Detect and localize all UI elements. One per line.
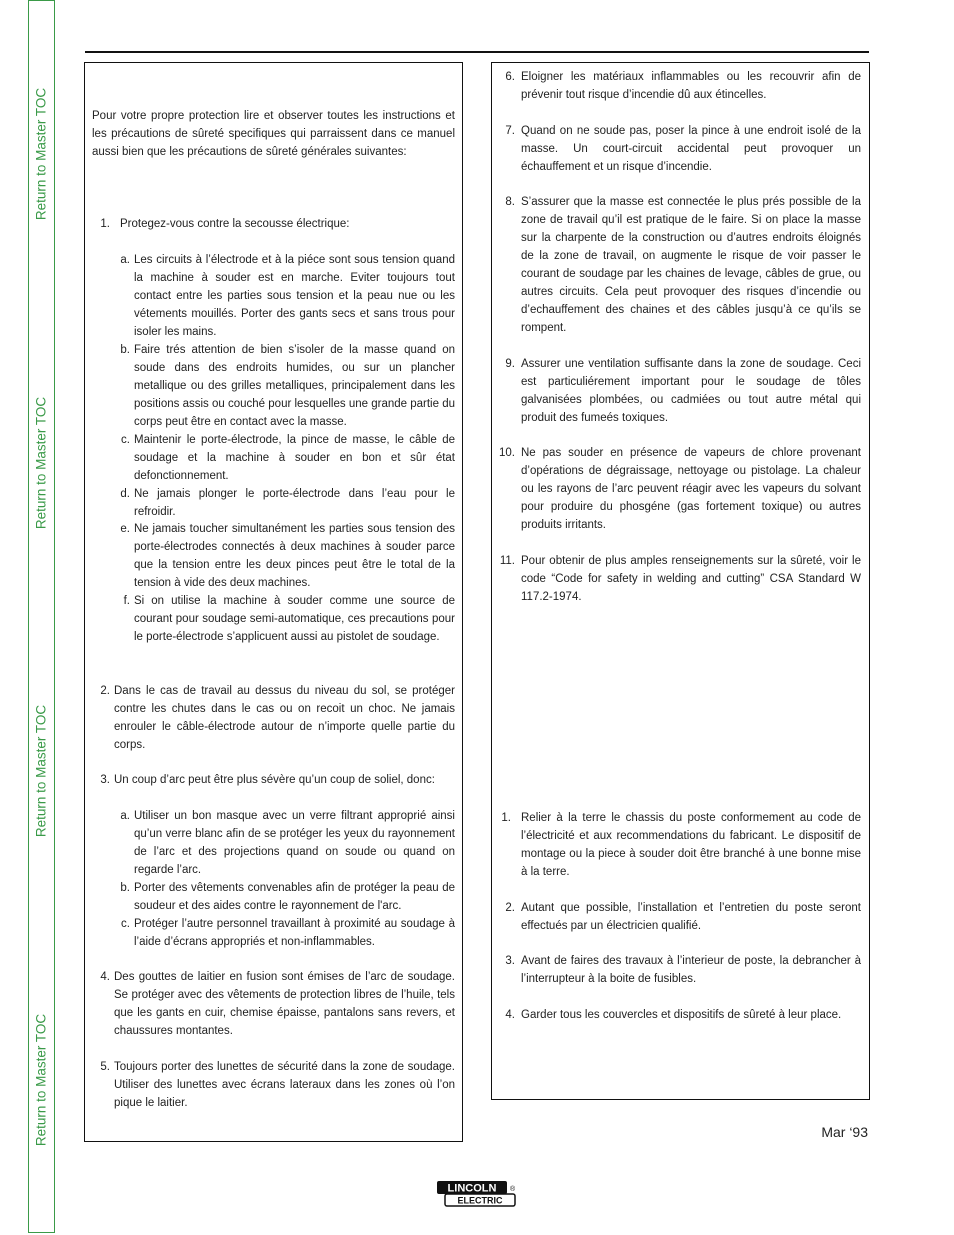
sub-item-label: d. [120,488,130,500]
item-number: 3. [100,774,110,786]
item-number: 4. [100,971,110,983]
sub-item-text: Maintenir le porte-électrode, la pince de masse, le câble de soudage et la machine à souder en bon et sûr état defonctionnement. [134,434,455,482]
item-number: 1. [501,812,511,824]
item-text: Toujours porter des lunettes de sécurité dans la zone de soudage. Utiliser des lunettes avec écrans lateraux dans les zones où l’on pique le laitier. [114,1061,455,1109]
item-number: 1. [100,218,110,230]
sub-item-text: Protéger l’autre personnel travaillant à proximité au soudage à l’aide d’écrans appropriés et non-inflammables. [134,918,455,948]
sub-item-label: f. [123,595,130,607]
return-to-master-toc-link[interactable]: Return to Master TOC [33,396,49,530]
return-to-master-toc-link[interactable]: Return to Master TOC [33,87,49,221]
item-number: 8. [505,196,515,208]
item-text: Garder tous les couvercles et dispositifs de sûreté à leur place. [521,1009,842,1021]
revision-date: Mar ‘93 [821,1124,868,1140]
item-text: Ne pas souder en présence de vapeurs de chlore provenant d’opérations de dégraissage, nettoyage ou pistolage. La chaleur ou les rayons de l’arc peuvent réagir avec les vapeurs du solvant pour produire du phosgéne (gas fortement toxique) ou autres produits irritants. [521,447,861,531]
item-number: 9. [505,358,515,370]
intro-paragraph: Pour votre propre protection lire et observer toutes les instructions et les précautions de sûreté specifiques qui parraissent dans ce manuel aussi bien que les précautions de sûreté générales suivantes: [92,110,455,158]
sub-item-text: Faire trés attention de bien s’isoler de la masse quand on soude dans des endroits humides, ou sur un plancher metallique ou des grilles metalliques, principalement dans les positions assis ou couché pour lesquelles une grande partie du corps peut être en contact avec la masse. [134,344,455,428]
item-text: Assurer une ventilation suffisante dans la zone de soudage. Ceci est particuliérement important pour le soudage de tôles galvanisées plombées, ou cadmiées ou tout autre métal qui produit des fumeés toxiques. [521,358,861,424]
item-number: 7. [505,125,515,137]
svg-text:®: ® [510,1186,516,1193]
item-number: 11. [499,555,515,567]
item-text: Eloigner les matériaux inflammables ou les recouvrir afin de prévenir tout risque d’incendie dû aux étincelles. [521,71,861,101]
return-to-master-toc-link[interactable]: Return to Master TOC [33,704,49,838]
item-text: Dans le cas de travail au dessus du niveau du sol, se protéger contre les chutes dans le cas ou on recoit un choc. Ne jamais enrouler le câble-électrode autour de n’importe quelle partie du corps. [114,685,455,751]
lincoln-electric-logo [436,1180,516,1208]
svg-text:LINCOLN: LINCOLN [447,1182,497,1195]
item-number: 10. [499,447,515,459]
sub-item-text: Ne jamais toucher simultanément les parties sous tension des porte-électrodes connectés à deux machines à souder parce que la tension entre les deux pinces peut être le total de la tension à vide des deux machines. [134,523,455,589]
sub-item-label: e. [120,523,130,535]
sub-item-text: Si on utilise la machine à souder comme une source de courant pour soudage semi-automatique, ces precautions pour le porte-électrode s’applicuent aussi au pistolet de soudage. [134,595,455,643]
item-text: S’assurer que la masse est connectée le plus prés possible de la zone de travail qu’il est pratique de le faire. Si on place la masse sur la charpente de la construction ou d’autres endroits éloignés de la zone de travail, on augmente le risque de voir passer le courant de soudage par les chaines de levage, câbles de grue, ou autres circuits. Cela peut provoquer des risques d’incendie ou d’echauffement des chaines et des câbles jusqu’à ce qu’ils se rompent. [521,196,861,334]
sub-item-text: Utiliser un bon masque avec un verre filtrant approprié ainsi qu’un verre blanc afin de se protéger les yeux du rayonnement de l’arc et des projections quand on soude ou quand on regarde l’arc. [134,810,455,876]
item-number: 3. [505,955,515,967]
sub-item-label: c. [121,434,130,446]
sub-item-text: Ne jamais plonger le porte-électrode dans l’eau pour le refroidir. [134,488,455,518]
sub-item-text: Les circuits à l’électrode et à la piéce sont sous tension quand la machine à souder est en marche. Eviter toujours tout contact entre les parties sous tension et la peau nue ou les vétements mouillés. Porter des gants secs et sans trous pour isoler les mains. [134,254,455,338]
item-text: Relier à la terre le chassis du poste conformement au code de l’électricité et aux recommendations du fabricant. Le dispositif de montage ou la piece à souder doit être branché à une bonne mise à la terre. [521,812,861,878]
sub-item-label: b. [120,882,130,894]
item-text: Protegez-vous contre la secousse électrique: [120,218,350,230]
item-number: 5. [100,1061,110,1073]
svg-text:ELECTRIC: ELECTRIC [457,1195,503,1206]
item-number: 2. [100,685,110,697]
sub-item-label: a. [120,254,130,266]
return-to-master-toc-link[interactable]: Return to Master TOC [33,1013,49,1147]
sub-item-label: c. [121,918,130,930]
item-text: Pour obtenir de plus amples renseignements sur la sûreté, voir le code “Code for safety in welding and cutting” CSA Standard W 117.2-1974. [521,555,861,603]
item-number: 6. [505,71,515,83]
item-text: Des gouttes de laitier en fusion sont émises de l’arc de soudage. Se protéger avec des vêtements de protection libres de l’huile, tels que les gants en cuir, chemise épaisse, pantalons sans revers, et chaussures montantes. [114,971,455,1037]
item-number: 4. [505,1009,515,1021]
item-text: Autant que possible, l’installation et l’entretien du poste seront effectués par un électricien qualifié. [521,902,861,932]
item-text: Quand on ne soude pas, poser la pince à une endroit isolé de la masse. Un court-circuit accidental peut provoquer un échauffement et un risque d’incendie. [521,125,861,173]
item-text: Avant de faires des travaux à l’interieur de poste, la debrancher à l’interrupteur à la boite de fusibles. [521,955,861,985]
sub-item-label: b. [120,344,130,356]
sub-item-text: Porter des vêtements convenables afin de protéger la peau de soudeur et des aides contre le rayonnement de l'arc. [134,882,455,912]
sub-item-label: a. [120,810,130,822]
header-rule [85,51,869,53]
item-text: Un coup d’arc peut être plus sévère qu’un coup de soliel, donc: [114,774,435,786]
item-number: 2. [505,902,515,914]
